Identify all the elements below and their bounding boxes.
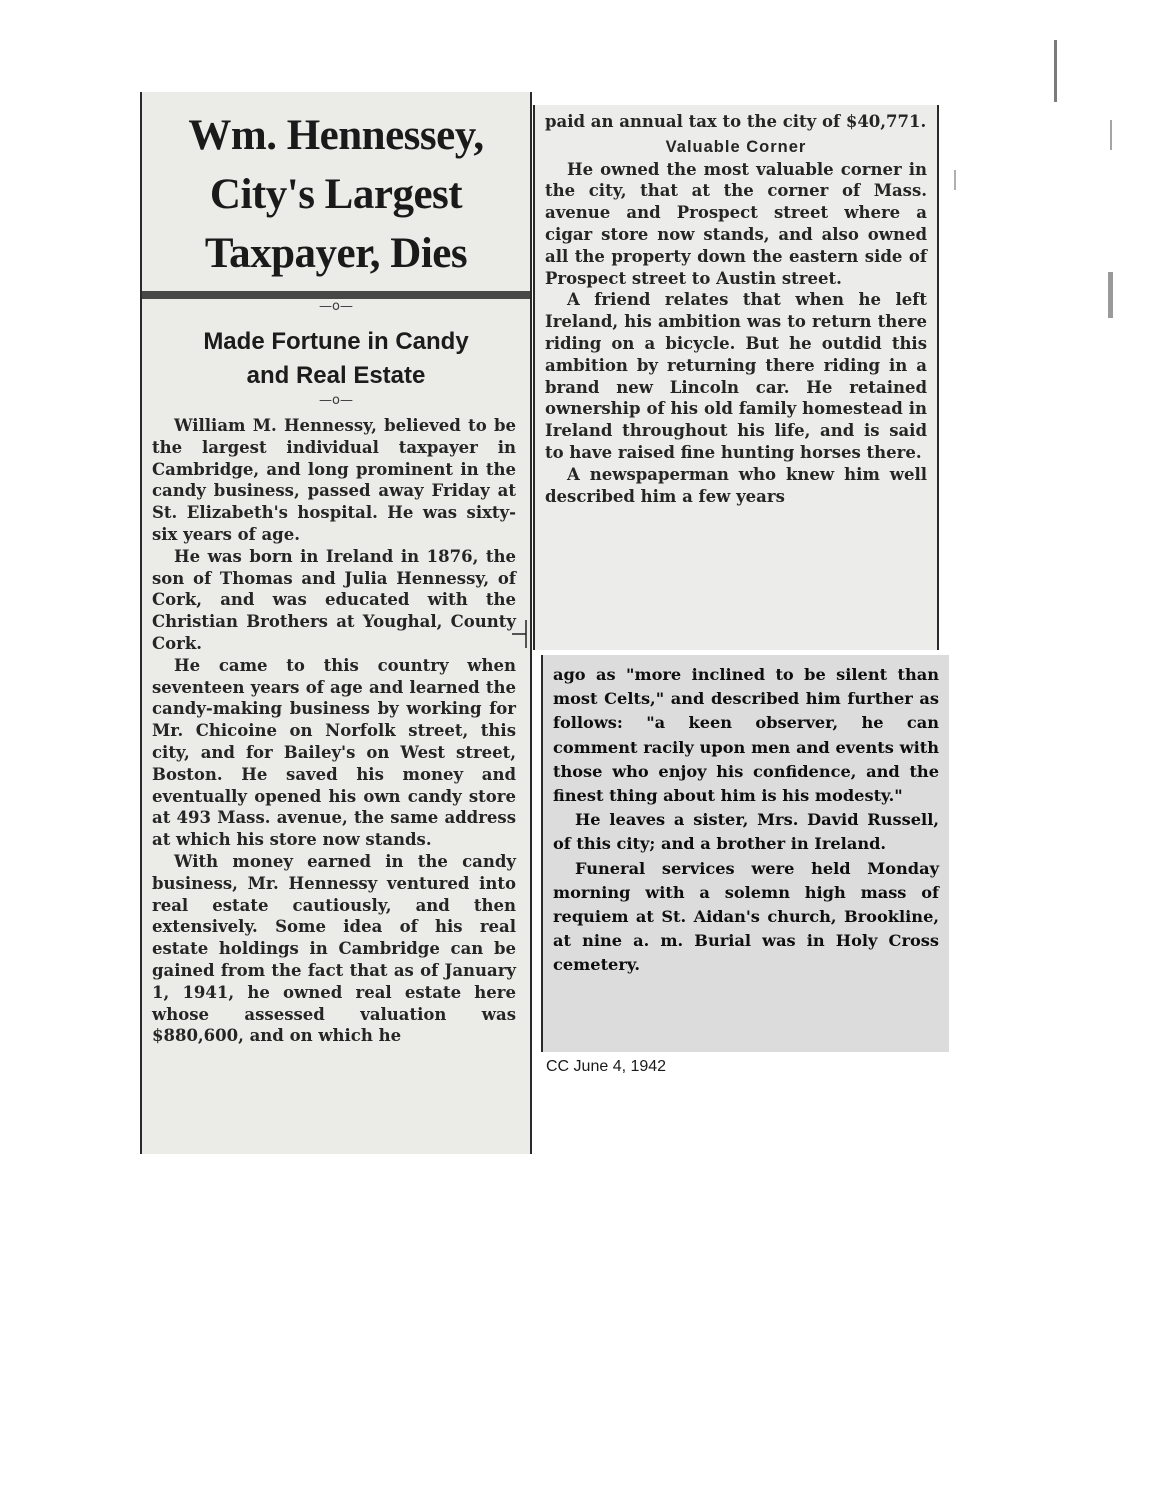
divider-ornament: —o— bbox=[319, 299, 353, 314]
paragraph: Funeral services were held Monday morning with a solemn high mass of requiem at St. Aidan's church, Brookline, at nine a. m. Burial was in Holy Cross cemetery. bbox=[553, 858, 939, 975]
paragraph: With money earned in the candy business, Mr. Hennessy ventured into real estate cautiously, and then extensively. Some idea of his real estate holdings in Cambridge can be gained from the fact that as of January 1, 1941, he owned real estate here whose assessed valuation was $880,600, and on which he bbox=[152, 851, 516, 1046]
paragraph: A friend relates that when he left Ireland, his ambition was to return there riding on a bicycle. But he outdid this ambition by returning there riding in a brand new Lincoln car. He retained ownership of his old family homestead in Ireland throughout his life, and is said to have raised fine hunting horses there. bbox=[545, 290, 927, 462]
scan-speck bbox=[1110, 120, 1112, 150]
article-body-col2 bbox=[545, 111, 927, 507]
scan-speck bbox=[954, 170, 956, 190]
paragraph: He was born in Ireland in 1876, the son of Thomas and Julia Hennessy, of Cork, and was educated with the Christian Brothers at Youghal, County Cork. bbox=[152, 546, 516, 653]
article-column-left bbox=[140, 92, 532, 1154]
subheadline-line-2: and Real Estate bbox=[246, 362, 426, 389]
article-column-right-top bbox=[533, 105, 939, 650]
paragraph: paid an annual tax to the city of $40,771. bbox=[545, 112, 927, 131]
subheadline-line-1: Made Fortune in Candy bbox=[203, 328, 469, 355]
divider-ornament-2: —o— bbox=[319, 393, 353, 408]
cross-mark-icon bbox=[512, 620, 532, 648]
headline-line-3: Taxpayer, Dies bbox=[204, 230, 468, 277]
paragraph: He leaves a sister, Mrs. David Russell, of this city; and a brother in Ireland. bbox=[553, 810, 939, 854]
headline-line-2: City's Largest bbox=[209, 171, 463, 218]
paragraph: ago as "more inclined to be silent than most Celts," and described him further as follows: "a keen observer, he can comment racily upon men and events with those who enjoy his confidence, and the finest thing about him is his modesty." bbox=[553, 665, 939, 806]
section-heading: Valuable Corner bbox=[665, 137, 807, 156]
paragraph: A newspaperman who knew him well described him a few years bbox=[545, 464, 927, 506]
scan-speck bbox=[1054, 40, 1057, 102]
scan-speck bbox=[1108, 272, 1113, 318]
article-column-right-bottom bbox=[541, 655, 949, 1052]
source-caption: CC June 4, 1942 bbox=[546, 1058, 667, 1075]
subheadline bbox=[148, 325, 524, 393]
article-body-col1 bbox=[152, 415, 516, 1047]
paragraph: He came to this country when seventeen years of age and learned the candy-making business by working for Mr. Chicoine on Norfolk street, this city, and for Bailey's on West street, Boston. He saved his money and eventually opened his own candy store at 493 Mass. avenue, the same address at which his store now stands. bbox=[152, 655, 516, 850]
headline-rule bbox=[142, 291, 530, 299]
article-body-col3 bbox=[553, 663, 939, 978]
paragraph: William M. Hennessy, believed to be the largest individual taxpayer in Cambridge, and long prominent in the candy business, passed away Friday at St. Elizabeth's hospital. He was sixty-six years of age. bbox=[152, 416, 516, 544]
headline bbox=[150, 106, 522, 283]
headline-line-1: Wm. Hennessey, bbox=[188, 112, 484, 159]
paragraph: He owned the most valuable corner in the city, that at the corner of Mass. avenue and Prospect street where a cigar store now stands, and also owned all the property down the eastern side of Prospect street to Austin street. bbox=[545, 159, 927, 288]
